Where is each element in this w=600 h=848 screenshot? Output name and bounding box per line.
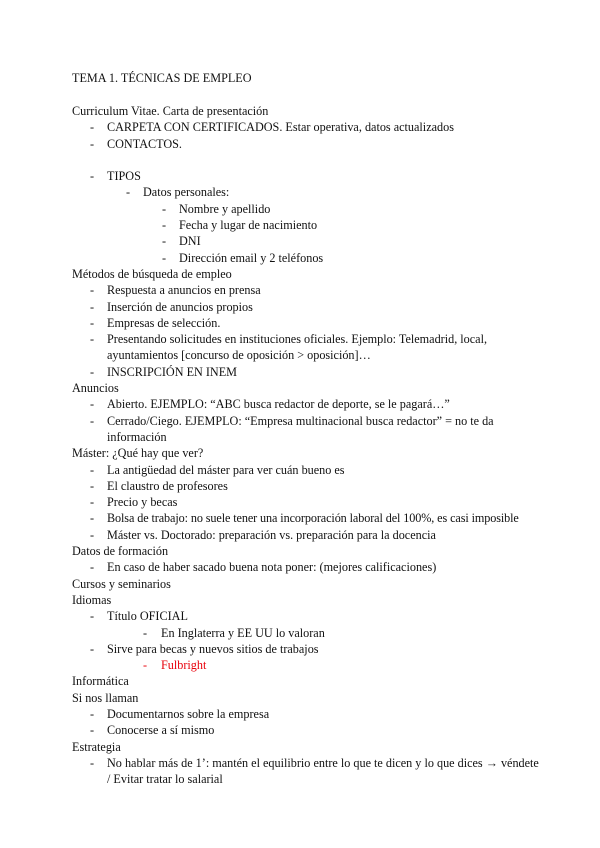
- list-item: - En caso de haber sacado buena nota poner: (mejores calificaciones): [90, 560, 437, 575]
- bullet-dash: -: [90, 283, 95, 298]
- bullet-dash: -: [90, 527, 95, 542]
- list-item: - Nombre y apellido: [162, 201, 271, 216]
- bullet-dash: -: [162, 218, 167, 233]
- bullet-dash: -: [90, 462, 95, 477]
- bullet-dash: -: [90, 723, 95, 738]
- bullet-dash: -: [90, 413, 95, 428]
- list-item: - Fecha y lugar de nacimiento: [162, 218, 318, 233]
- bullet-dash: -: [162, 201, 167, 216]
- list-item: - Título OFICIAL: [90, 609, 188, 624]
- list-item: - Conocerse a sí mismo: [90, 723, 215, 738]
- document-body: [72, 103, 542, 787]
- bullet-dash: -: [90, 609, 95, 624]
- section-heading-anuncios: Anuncios: [72, 381, 119, 396]
- list-item: - Sirve para becas y nuevos sitios de trabajos: [90, 641, 319, 656]
- bullet-dash: -: [90, 495, 95, 510]
- list-item-datos-personales: - Datos personales:: [126, 185, 230, 200]
- list-item: - Inserción de anuncios propios: [90, 299, 253, 314]
- list-item: - No hablar más de 1’: mantén el equilibrio entre lo que te dicen y lo que dices → véndete / Evitar tratar lo salarial: [90, 755, 539, 787]
- document-title: TEMA 1. TÉCNICAS DE EMPLEO: [72, 71, 252, 85]
- list-item: - CARPETA CON CERTIFICADOS. Estar operativa, datos actualizados: [90, 120, 454, 135]
- bullet-dash: -: [90, 120, 95, 135]
- list-item: - El claustro de profesores: [90, 478, 228, 493]
- list-item-fulbright: - Fulbright: [143, 658, 207, 673]
- list-item: - Documentarnos sobre la empresa: [90, 706, 270, 721]
- section-heading-informatica: Informática: [72, 674, 129, 689]
- list-item: - INSCRIPCIÓN EN INEM: [90, 364, 238, 379]
- bullet-dash: -: [90, 315, 95, 330]
- list-item: - Bolsa de trabajo: no suele tener una incorporación laboral del 100%, es casi imposible: [90, 511, 519, 526]
- bullet-dash: -: [90, 136, 95, 151]
- bullet-dash: -: [90, 511, 94, 526]
- list-item: - Dirección email y 2 teléfonos: [162, 250, 324, 265]
- list-item: - Empresas de selección.: [90, 315, 221, 330]
- list-item: - Precio y becas: [90, 495, 178, 510]
- bullet-dash: -: [90, 169, 95, 184]
- section-heading-master: Máster: ¿Qué hay que ver?: [72, 446, 204, 461]
- bullet-dash: -: [162, 250, 167, 265]
- bullet-dash: -: [143, 625, 148, 640]
- section-heading-formacion: Datos de formación: [72, 544, 169, 559]
- bullet-dash: -: [126, 185, 131, 200]
- list-item: - La antigüedad del máster para ver cuán bueno es: [90, 462, 345, 477]
- bullet-dash: -: [90, 706, 95, 721]
- list-item: - En Inglaterra y EE UU lo valoran: [143, 625, 325, 640]
- list-item: - Abierto. EJEMPLO: “ABC busca redactor de deporte, se le pagará…”: [90, 397, 450, 412]
- list-item: - Respuesta a anuncios en prensa: [90, 283, 261, 298]
- bullet-dash: -: [90, 755, 95, 770]
- section-heading-idiomas: Idiomas: [72, 592, 112, 607]
- list-item: - CONTACTOS.: [90, 136, 182, 151]
- bullet-dash: -: [90, 641, 95, 656]
- list-item-tipos: - TIPOS: [90, 169, 141, 184]
- bullet-dash: -: [162, 234, 167, 249]
- section-heading-metodos: Métodos de búsqueda de empleo: [72, 266, 232, 281]
- list-item: - Cerrado/Ciego. EJEMPLO: “Empresa multinacional busca redactor” = no te da información: [90, 413, 494, 444]
- bullet-dash: -: [90, 397, 95, 412]
- bullet-dash: -: [90, 478, 95, 493]
- list-item: - DNI: [162, 234, 201, 249]
- bullet-dash: -: [90, 299, 95, 314]
- section-heading-cv: Curriculum Vitae. Carta de presentación: [72, 104, 269, 118]
- list-item: - Máster vs. Doctorado: preparación vs. preparación para la docencia: [90, 527, 436, 542]
- list-item: - Presentando solicitudes en instituciones oficiales. Ejemplo: Telemadrid, local, ayuntamientos [concurso de oposición > oposición]…: [90, 332, 488, 363]
- section-heading-estrategia: Estrategia: [72, 739, 121, 754]
- bullet-dash: -: [90, 364, 95, 379]
- section-heading-cursos: Cursos y seminarios: [72, 576, 171, 591]
- section-heading-llaman: Si nos llaman: [72, 690, 139, 705]
- bullet-dash: -: [90, 560, 95, 575]
- bullet-dash: -: [90, 332, 95, 347]
- bullet-dash: -: [143, 658, 148, 673]
